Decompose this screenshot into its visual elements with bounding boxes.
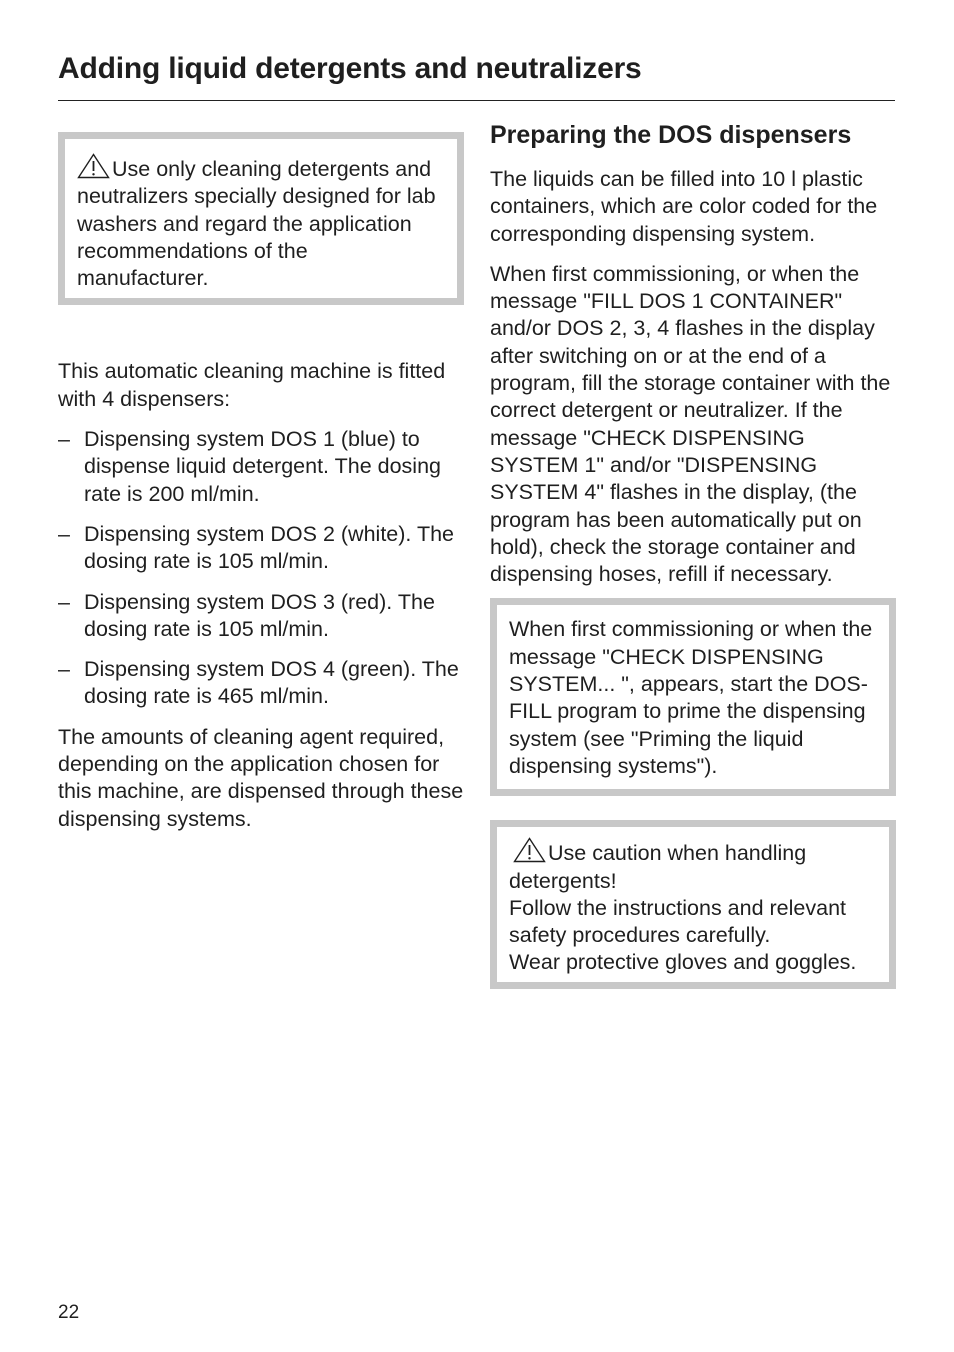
list-item-text: Dispensing system DOS 3 (red). The dosing rate is 105 ml/min. <box>84 589 435 641</box>
list-item-text: Dispensing system DOS 4 (green). The dosing rate is 465 ml/min. <box>84 657 459 709</box>
warning-box <box>58 132 464 305</box>
intro-text: This automatic cleaning machine is fitted with 4 dispensers: <box>58 359 446 411</box>
dispenser-list <box>58 426 464 711</box>
dash-marker: – <box>58 427 70 452</box>
note-box <box>490 598 896 796</box>
list-item <box>58 589 464 644</box>
outro-text: The amounts of cleaning agent required, depending on the application chosen for this machine, are dispensed through these dispensing systems. <box>58 724 464 831</box>
dash-marker: – <box>58 521 70 546</box>
note-text: When first commissioning or when the message "CHECK DISPENSING SYSTEM... ", appears, start the DOS-FILL program to prime the dispensing system (see "Priming the liquid dispensing systems"). <box>509 617 873 778</box>
list-item <box>58 656 464 711</box>
paragraph-commissioning: When first commissioning, or when the message "FILL DOS 1 CONTAINER" and/or DOS 2, 3, 4 flashes in the display after switching on or at the end of a program, fill the storage container with the correct detergent or neutralizer. If the message "CHECK DISPENSING SYSTEM 1" and/or "DISPENSING SYSTEM 4" flashes in the display, (the program has been automatically put on hold), check the storage container and dispensing hoses, refill if necessary. <box>490 261 891 587</box>
title-divider <box>58 100 895 101</box>
caution-box <box>490 820 896 988</box>
paragraph-containers: The liquids can be filled into 10 l plastic containers, which are color coded for the corresponding dispensing system. <box>490 167 878 246</box>
caution-text-1: Use caution when handling detergents! <box>509 841 807 893</box>
page-title: Adding liquid detergents and neutralizers <box>58 52 642 85</box>
caution-line-3: Wear protective gloves and goggles. <box>509 950 857 975</box>
dash-marker: – <box>58 657 70 682</box>
left-column <box>58 132 464 846</box>
warning-text: Use only cleaning detergents and neutralizers specially designed for lab washers and regard the application recommendations of the manufacturer. <box>77 157 436 291</box>
page-number: 22 <box>58 1302 80 1323</box>
warning-triangle-icon <box>77 153 110 179</box>
list-item <box>58 521 464 576</box>
list-item-text: Dispensing system DOS 2 (white). The dosing rate is 105 ml/min. <box>84 521 455 574</box>
section-heading: Preparing the DOS dispensers <box>490 121 852 149</box>
caution-line-2: Follow the instructions and relevant safety procedures carefully. <box>509 895 847 948</box>
list-item <box>58 426 464 508</box>
dash-marker: – <box>58 589 70 614</box>
caution-line-1 <box>509 837 883 895</box>
right-column <box>490 118 896 989</box>
list-item-text: Dispensing system DOS 1 (blue) to dispense liquid detergent. The dosing rate is 200 ml/min. <box>84 427 441 506</box>
warning-triangle-icon <box>509 837 546 863</box>
